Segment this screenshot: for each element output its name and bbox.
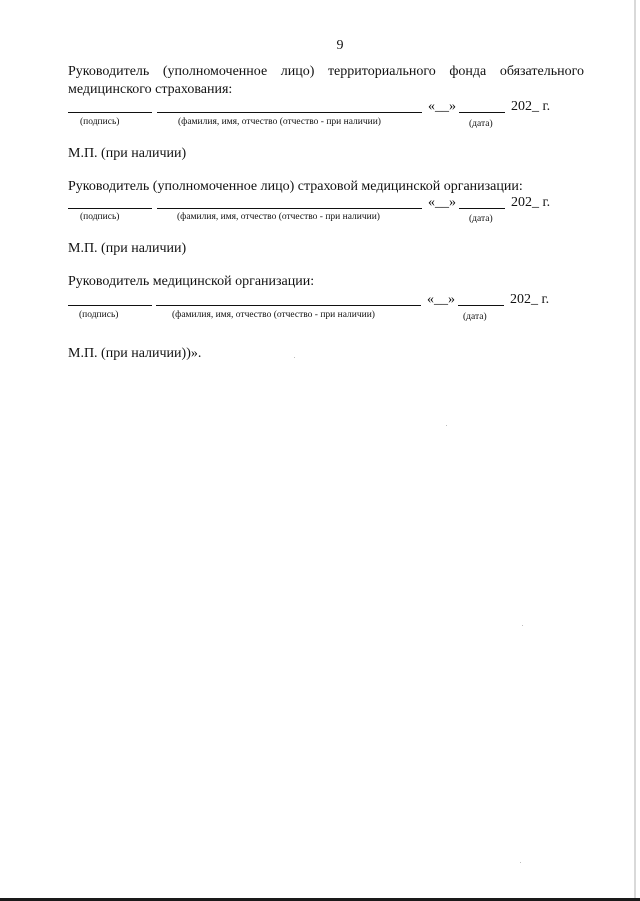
scan-speck [522, 625, 523, 626]
block-2-heading: Руководитель (уполномоченное лицо) страховой медицинской организации: [68, 179, 523, 194]
block-2-stamp: М.П. (при наличии) [68, 241, 187, 256]
scan-speck [520, 862, 521, 863]
block-2-day-field: «__» [428, 195, 456, 210]
block-3-signature-line [68, 305, 152, 306]
block-1-heading-line-2: медицинского страхования: [68, 82, 233, 97]
block-1-signature-line [68, 112, 152, 113]
block-1-stamp: М.П. (при наличии) [68, 146, 187, 161]
block-3-caption-date: (дата) [463, 312, 487, 322]
block-3-heading: Руководитель медицинской организации: [68, 274, 315, 289]
block-1-caption-date: (дата) [469, 119, 493, 129]
block-3-caption-name: (фамилия, имя, отчество (отчество - при наличии) [172, 310, 375, 320]
block-2-caption-name: (фамилия, имя, отчество (отчество - при наличии) [177, 212, 380, 222]
page-number: 9 [336, 38, 344, 53]
block-2-year-field: 202_ г. [511, 195, 551, 210]
block-3-day-field: «__» [427, 292, 455, 307]
block-1-heading-line-1: Руководитель (уполномоченное лицо) территориального фонда обязательного [68, 64, 584, 79]
block-1-month-line [459, 112, 505, 113]
scan-speck [294, 357, 295, 358]
block-1-caption-name: (фамилия, имя, отчество (отчество - при наличии) [178, 117, 381, 127]
block-3-month-line [458, 305, 504, 306]
block-3-year-field: 202_ г. [510, 292, 550, 307]
block-1-caption-signature: (подпись) [80, 117, 120, 127]
scan-edge-right [634, 0, 636, 901]
scan-speck [446, 425, 447, 426]
block-2-name-line [157, 208, 422, 209]
block-1-day-field: «__» [428, 99, 456, 114]
block-1-year-field: 202_ г. [511, 99, 551, 114]
block-2-caption-date: (дата) [469, 214, 493, 224]
block-1-name-line [157, 112, 422, 113]
block-3-caption-signature: (подпись) [79, 310, 119, 320]
block-2-caption-signature: (подпись) [80, 212, 120, 222]
block-2-signature-line [68, 208, 152, 209]
block-3-name-line [156, 305, 421, 306]
block-2-month-line [459, 208, 505, 209]
block-3-stamp: М.П. (при наличии))». [68, 346, 202, 361]
